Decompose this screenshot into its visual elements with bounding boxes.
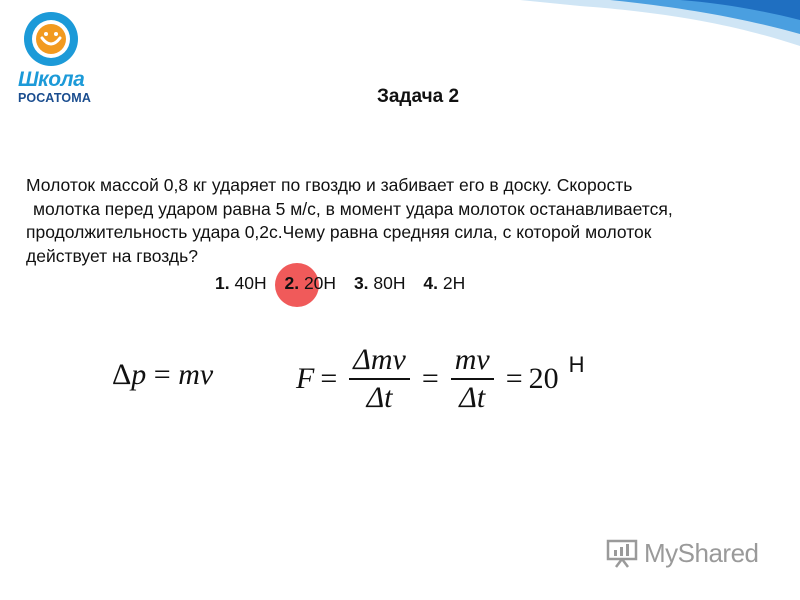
answer-value: 80Н xyxy=(373,273,406,293)
task-title: Задача 2 xyxy=(376,86,460,107)
answer-value: 40Н xyxy=(234,273,267,293)
force-unit: Н xyxy=(568,352,585,377)
answer-option-3[interactable] xyxy=(354,273,406,294)
problem-line-1-text: Молоток массой 0,8 кг ударяет по гвоздю и забивает его в доску. Скорость xyxy=(26,175,633,195)
fraction-1 xyxy=(349,342,410,416)
answer-value: 2Н xyxy=(442,273,466,293)
problem-text xyxy=(26,174,784,268)
answer-number: 4. xyxy=(423,273,439,293)
momentum-lhs: p xyxy=(131,358,147,391)
logo-word-rosatom: РОСАТОМА xyxy=(18,91,92,105)
logo-word-school: Школа xyxy=(18,68,85,91)
answer-value: 20Н xyxy=(303,273,337,293)
problem-line-1 xyxy=(26,174,784,198)
momentum-rhs: mv xyxy=(178,358,214,391)
fraction-2 xyxy=(451,342,494,416)
delta-symbol: Δ xyxy=(112,358,132,391)
fraction-1-denominator: Δt xyxy=(366,380,393,414)
answer-options xyxy=(215,273,478,294)
answer-number: 2. xyxy=(284,273,300,293)
momentum-formula xyxy=(112,358,213,392)
fraction-2-numerator: mv xyxy=(454,343,490,377)
force-formula xyxy=(296,334,585,424)
logo-sun-icon xyxy=(22,8,80,70)
equals-sign: = xyxy=(320,362,338,395)
answer-option-2-correct[interactable] xyxy=(284,273,336,294)
decorative-swoosh xyxy=(520,0,800,46)
equals-sign: = xyxy=(505,362,523,395)
answer-number: 1. xyxy=(215,273,230,293)
problem-line-2: молотка перед ударом равна 5 м/с, в момент удара молоток останавливается, xyxy=(33,198,673,219)
presentation-board-icon xyxy=(606,538,638,568)
watermark-text: MyShared xyxy=(644,537,759,568)
problem-line-4: действует на гвоздь? xyxy=(26,245,198,266)
answer-number: 3. xyxy=(353,273,369,293)
problem-line-3: продолжительность удара 0,2с.Чему равна средняя сила, с которой молоток xyxy=(26,222,652,242)
force-lhs: F xyxy=(296,362,315,395)
fraction-2-denominator: Δt xyxy=(459,380,486,414)
equals-sign: = xyxy=(421,362,439,395)
answer-option-1[interactable] xyxy=(215,273,267,294)
answer-option-4[interactable] xyxy=(423,273,465,294)
myshared-watermark xyxy=(606,535,759,571)
fraction-1-numerator: Δmv xyxy=(353,343,406,377)
equals-sign: = xyxy=(153,358,171,391)
force-result: 20 xyxy=(528,362,559,395)
